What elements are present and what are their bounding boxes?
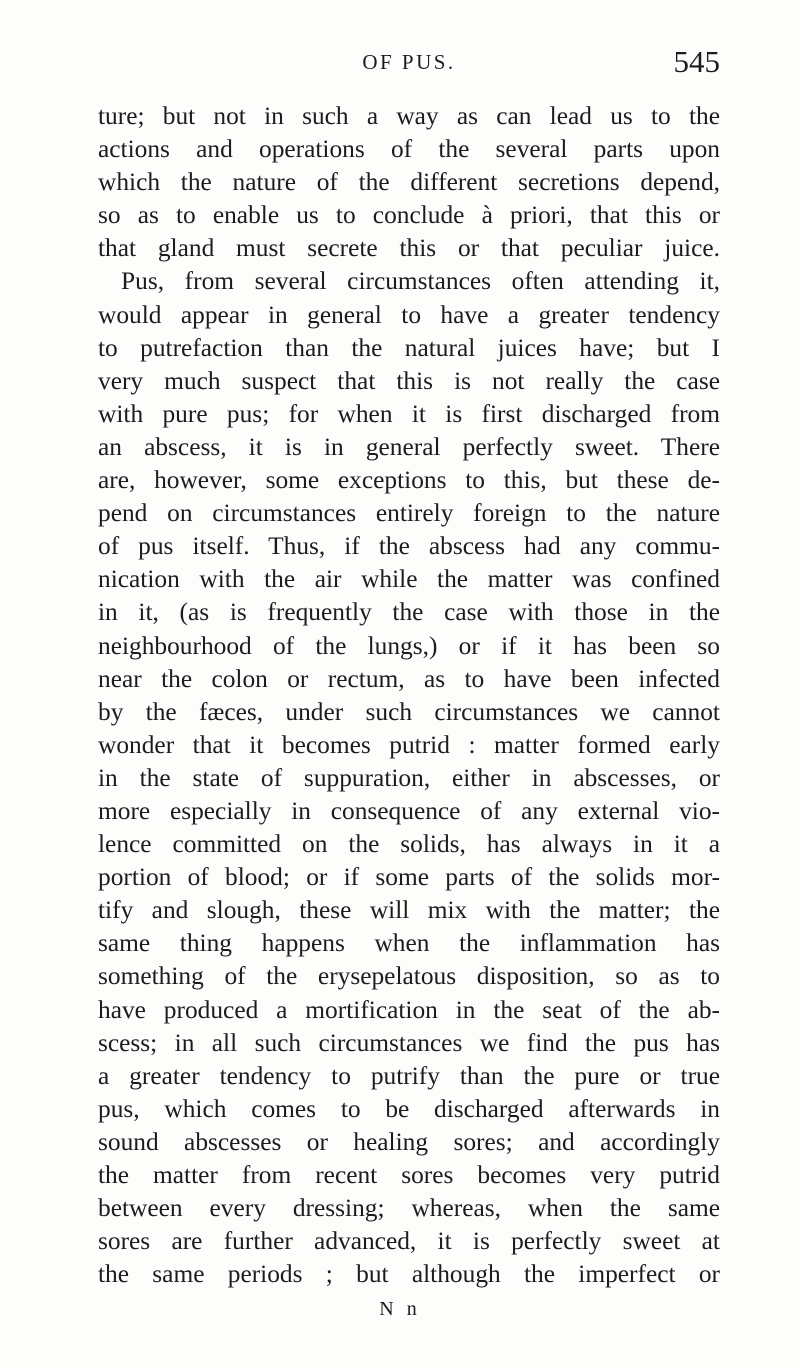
text-line: sores are further advanced, it is perfectly sweet at (98, 1227, 720, 1256)
text-line: in it, (as is frequently the case with those in the (98, 598, 720, 627)
text-line: the same periods ; but although the imperfect or (98, 1260, 720, 1289)
text-line: sound abscesses or healing sores; and accordingly (98, 1127, 720, 1156)
text-line: which the nature of the different secretions depend, (98, 168, 720, 197)
text-line: scess; in all such circumstances we find the pus has (98, 1028, 720, 1057)
text-line: same thing happens when the inflammation has (98, 929, 720, 958)
text-line: an abscess, it is in general perfectly sweet. There (98, 432, 720, 461)
text-line: very much suspect that this is not really the case (98, 366, 720, 395)
text-line: to putrefaction than the natural juices have; but I (98, 333, 720, 362)
text-line: tify and slough, these will mix with the matter; the (98, 896, 720, 925)
paragraph-start-line: Pus, from several circumstances often attending it, (121, 267, 720, 296)
text-line: portion of blood; or if some parts of the solids mor- (98, 863, 720, 892)
running-head (98, 44, 720, 78)
text-line: more especially in consequence of any external vio- (98, 796, 720, 825)
text-line: neighbourhood of the lungs,) or if it has been so (98, 631, 720, 660)
text-line: the matter from recent sores becomes very putrid (98, 1161, 720, 1189)
text-line: something of the erysepelatous disposition, so as to (98, 962, 720, 991)
text-line: of pus itself. Thus, if the abscess had any commu- (98, 532, 720, 561)
text-line: between every dressing; whereas, when the same (98, 1194, 720, 1223)
text-line: lence committed on the solids, has always in it a (98, 830, 720, 859)
text-line: nication with the air while the matter was confined (98, 565, 720, 594)
page-number: 545 (673, 44, 720, 79)
text-line: wonder that it becomes putrid : matter formed early (98, 730, 720, 759)
text-line: a greater tendency to putrify than the pure or true (98, 1061, 720, 1090)
text-line: so as to enable us to conclude à priori, that this or (98, 201, 720, 230)
running-title: OF PUS. (362, 50, 456, 74)
text-line: near the colon or rectum, as to have been infected (98, 664, 720, 693)
text-line: actions and operations of the several parts upon (98, 135, 720, 164)
text-line: ture; but not in such a way as can lead us to the (98, 102, 720, 130)
text-line: that gland must secrete this or that peculiar juice. (98, 234, 720, 263)
text-line: are, however, some exceptions to this, but these de- (98, 466, 720, 495)
text-line: with pure pus; for when it is first discharged from (98, 399, 720, 428)
body-text (98, 100, 720, 1291)
signature-mark: N n (379, 1298, 421, 1320)
text-line: pend on circumstances entirely foreign to the nature (98, 499, 720, 528)
text-line: by the fæces, under such circumstances we cannot (98, 697, 720, 726)
text-line: have produced a mortification in the seat of the ab- (98, 995, 720, 1024)
text-line: would appear in general to have a greater tendency (98, 300, 720, 329)
text-line: in the state of suppuration, either in abscesses, or (98, 763, 720, 792)
text-line: pus, which comes to be discharged afterwards in (98, 1094, 720, 1123)
